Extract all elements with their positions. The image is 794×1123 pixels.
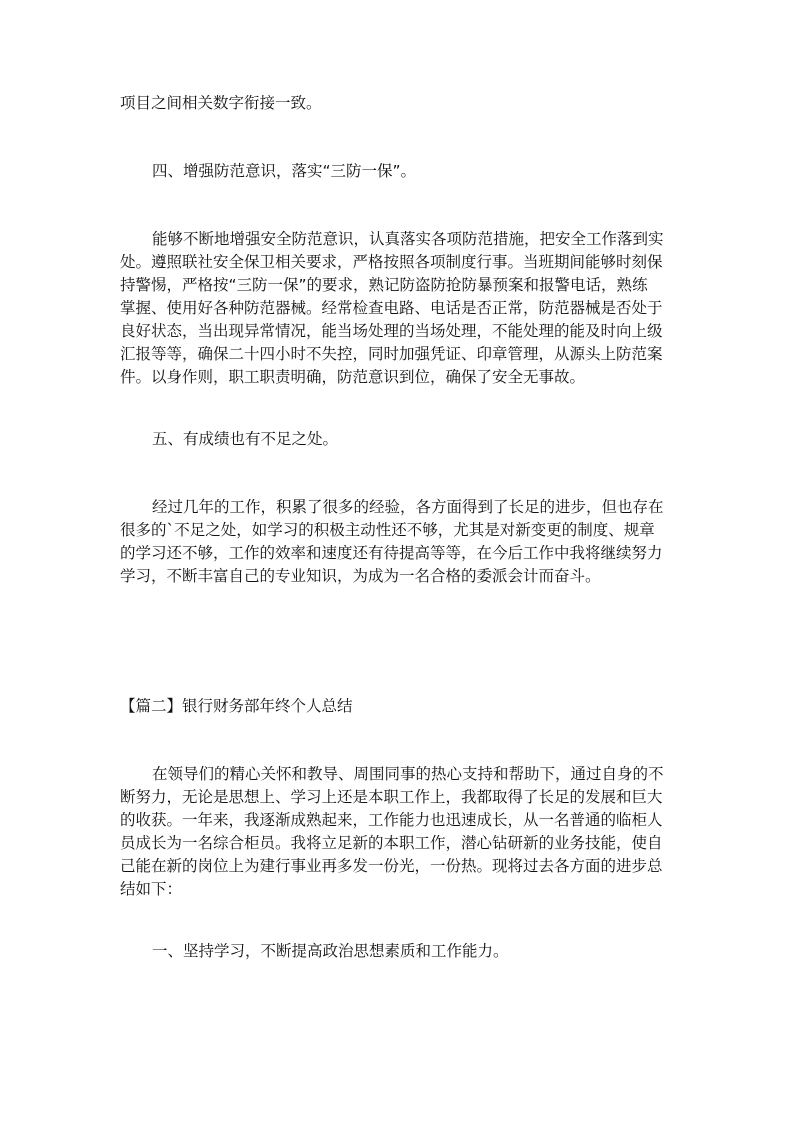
heading-four	[120, 160, 712, 183]
heading-text: 四、增强防范意识，落实“三防一保”。	[152, 162, 417, 180]
heading-text: 五、有成绩也有不足之处。	[152, 430, 339, 448]
text-line: 件。以身作则，职工职责明确，防范意识到位，确保了安全无事故。	[120, 368, 586, 386]
text-line: 能够不断地增强安全防范意识，认真落实各项防范措施，把安全工作落到实	[152, 230, 664, 248]
text-line: 的学习还不够，工作的效率和速度还有待提高等等，在今后工作中我将继续努力	[120, 544, 663, 562]
section-title	[120, 695, 680, 718]
paragraph-intro-cont	[120, 786, 680, 901]
section-title-text: 【篇二】银行财务部年终个人总结	[120, 697, 353, 715]
text-line: 处。遵照联社安全保卫相关要求，严格按照各项制度行事。当班期间能够时刻保	[120, 253, 663, 271]
text-line: 断努力，无论是思想上、学习上还是本职工作上，我都取得了长足的发展和巨大	[120, 788, 663, 806]
text-line: 员成长为一名综合柜员。我将立足新的本职工作，潜心钻研新的业务技能，使自	[120, 834, 663, 852]
text-line: 良好状态，当出现异常情况，能当场处理的当场处理，不能处理的能及时向上级	[120, 322, 663, 340]
text-line: 持警惕，严格按“三防一保”的要求，熟记防盗防抢防暴预案和报警电话，熟练	[120, 276, 648, 294]
paragraph-intro	[120, 763, 712, 786]
paragraph-continuation	[120, 92, 680, 115]
heading-five	[120, 428, 712, 451]
text-line: 掌握、使用好各种防范器械。经常检查电路、电话是否正常，防范器械是否处于	[120, 299, 663, 317]
heading-text: 一、坚持学习，不断提高政治思想素质和工作能力。	[152, 942, 509, 960]
text-line: 学习，不断丰富自己的专业知识，为成为一名合格的委派会计而奋斗。	[120, 567, 601, 585]
paragraph-security-cont	[120, 251, 680, 389]
text-line: 经过几年的工作，积累了很多的经验，各方面得到了长足的进步，但也存在	[152, 498, 664, 516]
text-line: 很多的`不足之处，如学习的积极主动性还不够，尤其是对新变更的制度、规章	[120, 521, 655, 539]
text-line: 汇报等等，确保二十四小时不失控，同时加强凭证、印章管理，从源头上防范案	[120, 345, 663, 363]
text-line: 结如下：	[120, 880, 183, 898]
text-line: 己能在新的岗位上为建行事业再多发一份光，一份热。现将过去各方面的进步总	[120, 857, 663, 875]
text-line: 项目之间相关数字衔接一致。	[120, 94, 322, 112]
paragraph-shortcomings-cont	[120, 519, 680, 588]
paragraph-shortcomings	[120, 496, 712, 519]
text-line: 在领导们的精心关怀和教导、周围同事的热心支持和帮助下，通过自身的不	[152, 765, 664, 783]
text-line: 的收获。一年来，我逐渐成熟起来，工作能力也迅速成长，从一名普通的临柜人	[120, 811, 663, 829]
paragraph-security	[120, 228, 712, 251]
heading-one	[120, 940, 712, 963]
